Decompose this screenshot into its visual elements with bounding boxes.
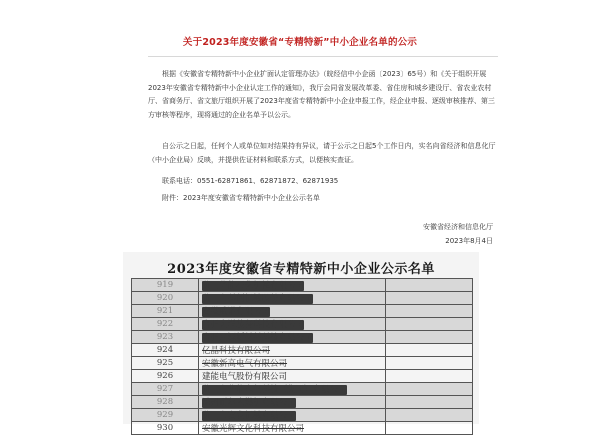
row-number: 927 <box>132 383 199 396</box>
row-number: 920 <box>132 292 199 305</box>
table-row <box>132 318 473 331</box>
empty-cell <box>386 396 473 409</box>
attachment-list-image <box>123 252 479 434</box>
company-name: 安徽威诺有限公司 <box>202 307 271 317</box>
table-row <box>132 409 473 422</box>
company-name-cell <box>199 383 386 396</box>
table-row <box>132 422 473 435</box>
company-name: 滁州耐尔内燃机有限公司 <box>202 398 296 408</box>
company-name-cell <box>199 396 386 409</box>
empty-cell <box>386 318 473 331</box>
company-name: 黄山市华能电气科技（集团）有限公司 <box>202 385 347 395</box>
table-row <box>132 292 473 305</box>
company-name: 安徽新高电气有限公司 <box>202 359 288 369</box>
empty-cell <box>386 422 473 435</box>
company-name-cell <box>199 292 386 305</box>
row-number: 929 <box>132 409 199 422</box>
empty-cell <box>386 357 473 370</box>
company-name: 合肥兴源新材料科技有限公司 <box>202 333 313 343</box>
company-name: 黄山市安发机械有限公司 <box>202 411 296 421</box>
attachment-title: 2023年度安徽省专精特新中小企业公示名单 <box>167 262 435 277</box>
company-name-cell <box>199 422 386 435</box>
row-number: 926 <box>132 370 199 383</box>
table-row <box>132 396 473 409</box>
table-row <box>132 357 473 370</box>
company-name-cell <box>199 344 386 357</box>
row-number: 921 <box>132 305 199 318</box>
notice-attachment-link[interactable]: 附件：2023年度安徽省专精特新中小企业公示名单 <box>162 194 320 202</box>
company-name: 合肥大洋装备科技有限公司 <box>202 320 305 330</box>
empty-cell <box>386 344 473 357</box>
table-row <box>132 331 473 344</box>
row-number: 923 <box>132 331 199 344</box>
company-name: 建能电气股份有限公司 <box>202 372 288 382</box>
notice-paragraph-objection: 自公示之日起，任何个人或单位如对结果持有异议，请于公示之日起5个工作日内，实名向省经济和信息化厅（中小企业局）反映，并提供佐证材料和联系方式，以便核实查证。 <box>148 142 496 164</box>
notice-paragraph-intro: 根据《安徽省专精特新中小企业扩面认定管理办法》（皖经信中小企函〔2023〕65号）和《关于组织开展2023年安徽省专精特新中小企业认定工作的通知》，我厅会同省发展改革委、省住房和城乡建设厅、省农业农村厅、省商务厅、省文旅厅组织开展了2023年度省专精特新中小企业申报工作，经企业申报、逐级审核推荐、第三方审核等程序，现将通过的企业名单予以公示。 <box>148 70 495 119</box>
table-row <box>132 383 473 396</box>
empty-cell <box>386 370 473 383</box>
company-name: 黄山市科创机械股份有限公司 <box>202 294 313 304</box>
table-row <box>132 344 473 357</box>
company-name: 亿晶科技有限公司 <box>202 346 271 356</box>
empty-cell <box>386 331 473 344</box>
row-number: 919 <box>132 279 199 292</box>
company-name-cell <box>199 331 386 344</box>
company-name-cell <box>199 409 386 422</box>
signature-date: 2023年8月4日 <box>445 237 493 245</box>
title-divider <box>148 56 498 57</box>
company-name-cell <box>199 305 386 318</box>
company-name: 黄山华能石化机械有限公司 <box>202 281 305 291</box>
company-name-cell <box>199 279 386 292</box>
empty-cell <box>386 409 473 422</box>
company-name-cell <box>199 357 386 370</box>
empty-cell <box>386 292 473 305</box>
empty-cell <box>386 279 473 292</box>
row-number: 928 <box>132 396 199 409</box>
empty-cell <box>386 383 473 396</box>
company-name: 安徽光辉文化科技有限公司 <box>202 424 305 434</box>
notice-contact-phone: 联系电话：0551-62871861、62871872、62871935 <box>162 177 339 185</box>
table-row <box>132 305 473 318</box>
signature-org: 安徽省经济和信息化厅 <box>423 223 493 231</box>
table-row <box>132 279 473 292</box>
company-name-cell <box>199 370 386 383</box>
company-name-cell <box>199 318 386 331</box>
attachment-table <box>131 278 473 435</box>
row-number: 930 <box>132 422 199 435</box>
notice-title: 关于2023年度安徽省“专精特新”中小企业名单的公示 <box>182 37 418 48</box>
table-row <box>132 370 473 383</box>
row-number: 924 <box>132 344 199 357</box>
row-number: 922 <box>132 318 199 331</box>
row-number: 925 <box>132 357 199 370</box>
empty-cell <box>386 305 473 318</box>
